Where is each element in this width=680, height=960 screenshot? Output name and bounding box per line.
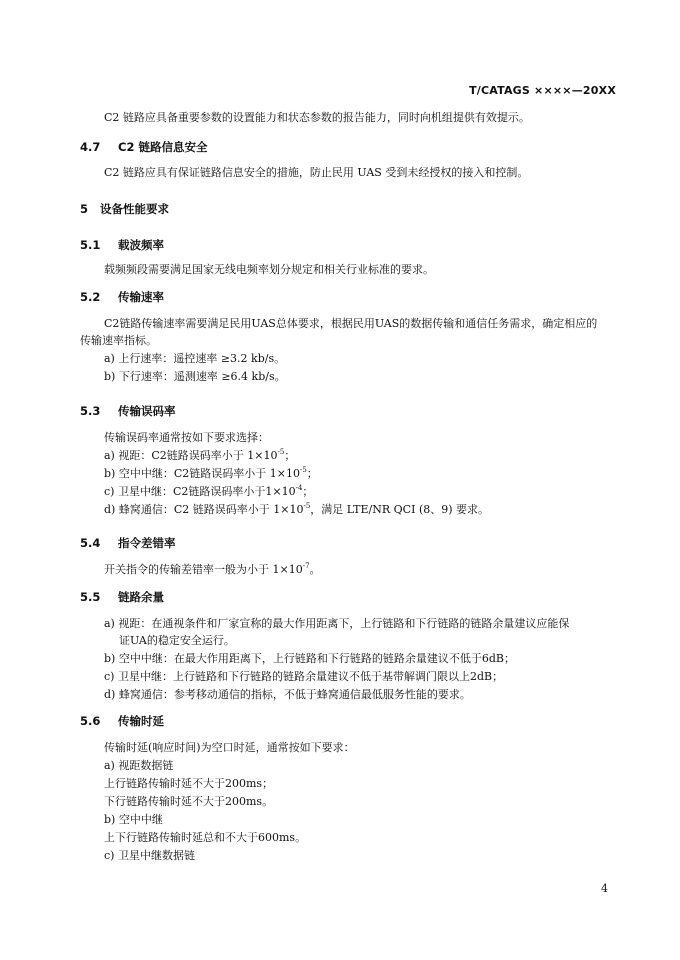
paragraph-5-6-a-up: 上行链路传输时延不大于200ms；: [104, 777, 274, 790]
heading-title: 载波频率: [118, 238, 164, 252]
heading-number: 4.7: [80, 140, 101, 154]
paragraph-intro: C2 链路应具备重要参数的设置能力和状态参数的报告能力，同时向机组提供有效提示。: [104, 111, 530, 124]
paragraph-5-3: 传输误码率通常按如下要求选择：: [104, 431, 269, 444]
paragraph-5-6-a-down: 下行链路传输时延不大于200ms。: [104, 795, 274, 808]
list-item-5-5-a-line1: a) 视距：在通视条件和厂家宣称的最大作用距离下，上行链路和下行链路的链路余量建议应能保: [104, 617, 570, 630]
heading-5-5: [80, 590, 164, 604]
heading-title: 设备性能要求: [100, 202, 169, 216]
heading-number: 5: [80, 202, 89, 216]
list-item-5-5-d: d) 蜂窝通信：参考移动通信的指标，不低于蜂窝通信最低服务性能的要求。: [104, 688, 471, 701]
list-item-5-3-d: d) 蜂窝通信：C2 链路误码率小于 $1\times 10^{-5}$，满足 LTE/NR QCI (8、9) 要求。: [104, 502, 490, 516]
list-item-5-2-a: a) 上行速率：遥控速率 ≥3.2 kb/s。: [104, 352, 286, 365]
heading-5-4: [80, 536, 176, 550]
heading-5-6: [80, 714, 164, 728]
list-item-5-5-a-line2: 证UA的稳定安全运行。: [119, 634, 235, 647]
heading-title: C2 链路信息安全: [118, 140, 208, 154]
paragraph-5-2-line2: 传输速率指标。: [80, 334, 157, 347]
list-item-5-6-a: a) 视距数据链: [104, 759, 174, 772]
page-number: 4: [601, 882, 608, 895]
heading-number: 5.6: [80, 714, 101, 728]
heading-title: 传输速率: [118, 290, 164, 304]
list-item-5-5-c: c) 卫星中继：上行链路和下行链路的链路余量建议不低于基带解调门限以上2dB；: [104, 670, 504, 683]
list-item-5-3-b: b) 空中中继：C2链路误码率小于 $1\times 10^{-5}$；: [104, 466, 318, 480]
document-code: T/CATAGS ××××—20XX: [469, 84, 616, 97]
heading-number: 5.4: [80, 536, 101, 550]
list-item-5-5-b: b) 空中中继：在最大作用距离下，上行链路和下行链路的链路余量建议不低于6dB；: [104, 652, 515, 665]
heading-title: 传输时延: [118, 714, 164, 728]
list-item-5-2-b: b) 下行速率：遥测速率 ≥6.4 kb/s。: [104, 370, 286, 383]
paragraph-4-7: C2 链路应具有保证链路信息安全的措施，防止民用 UAS 受到未经授权的接入和控制。: [104, 166, 529, 179]
paragraph-5-2-line1: C2链路传输速率需要满足民用UAS总体要求，根据民用UAS的数据传输和通信任务需求，确定相应的: [104, 317, 598, 330]
heading-title: 指令差错率: [118, 536, 176, 550]
heading-4-7: [80, 140, 207, 154]
heading-number: 5.2: [80, 290, 101, 304]
heading-number: 5.5: [80, 590, 101, 604]
list-item-5-6-b: b) 空中中继: [104, 813, 163, 826]
list-item-5-3-a: a) 视距：C2链路误码率小于 $1\times 10^{-5}$；: [104, 448, 296, 462]
heading-5: [80, 202, 169, 216]
heading-title: 链路余量: [118, 590, 164, 604]
heading-5-3: [80, 404, 176, 418]
paragraph-5-6: 传输时延(响应时间)为空口时延，通常按如下要求：: [104, 741, 355, 754]
heading-5-1: [80, 238, 164, 252]
list-item-5-3-c: c) 卫星中继：C2链路误码率小于$1\times 10^{-4}$；: [104, 484, 314, 498]
heading-number: 5.3: [80, 404, 101, 418]
heading-title: 传输误码率: [118, 404, 176, 418]
heading-number: 5.1: [80, 238, 101, 252]
paragraph-5-4: 开关指令的传输差错率一般为小于 $1\times 10^{-7}$。: [104, 562, 321, 576]
list-item-5-6-c: c) 卫星中继数据链: [104, 849, 195, 862]
paragraph-5-1: 载频频段需要满足国家无线电频率划分规定和相关行业标准的要求。: [104, 263, 434, 276]
heading-5-2: [80, 290, 164, 304]
paragraph-5-6-b: 上下行链路传输时延总和不大于600ms。: [104, 831, 307, 844]
